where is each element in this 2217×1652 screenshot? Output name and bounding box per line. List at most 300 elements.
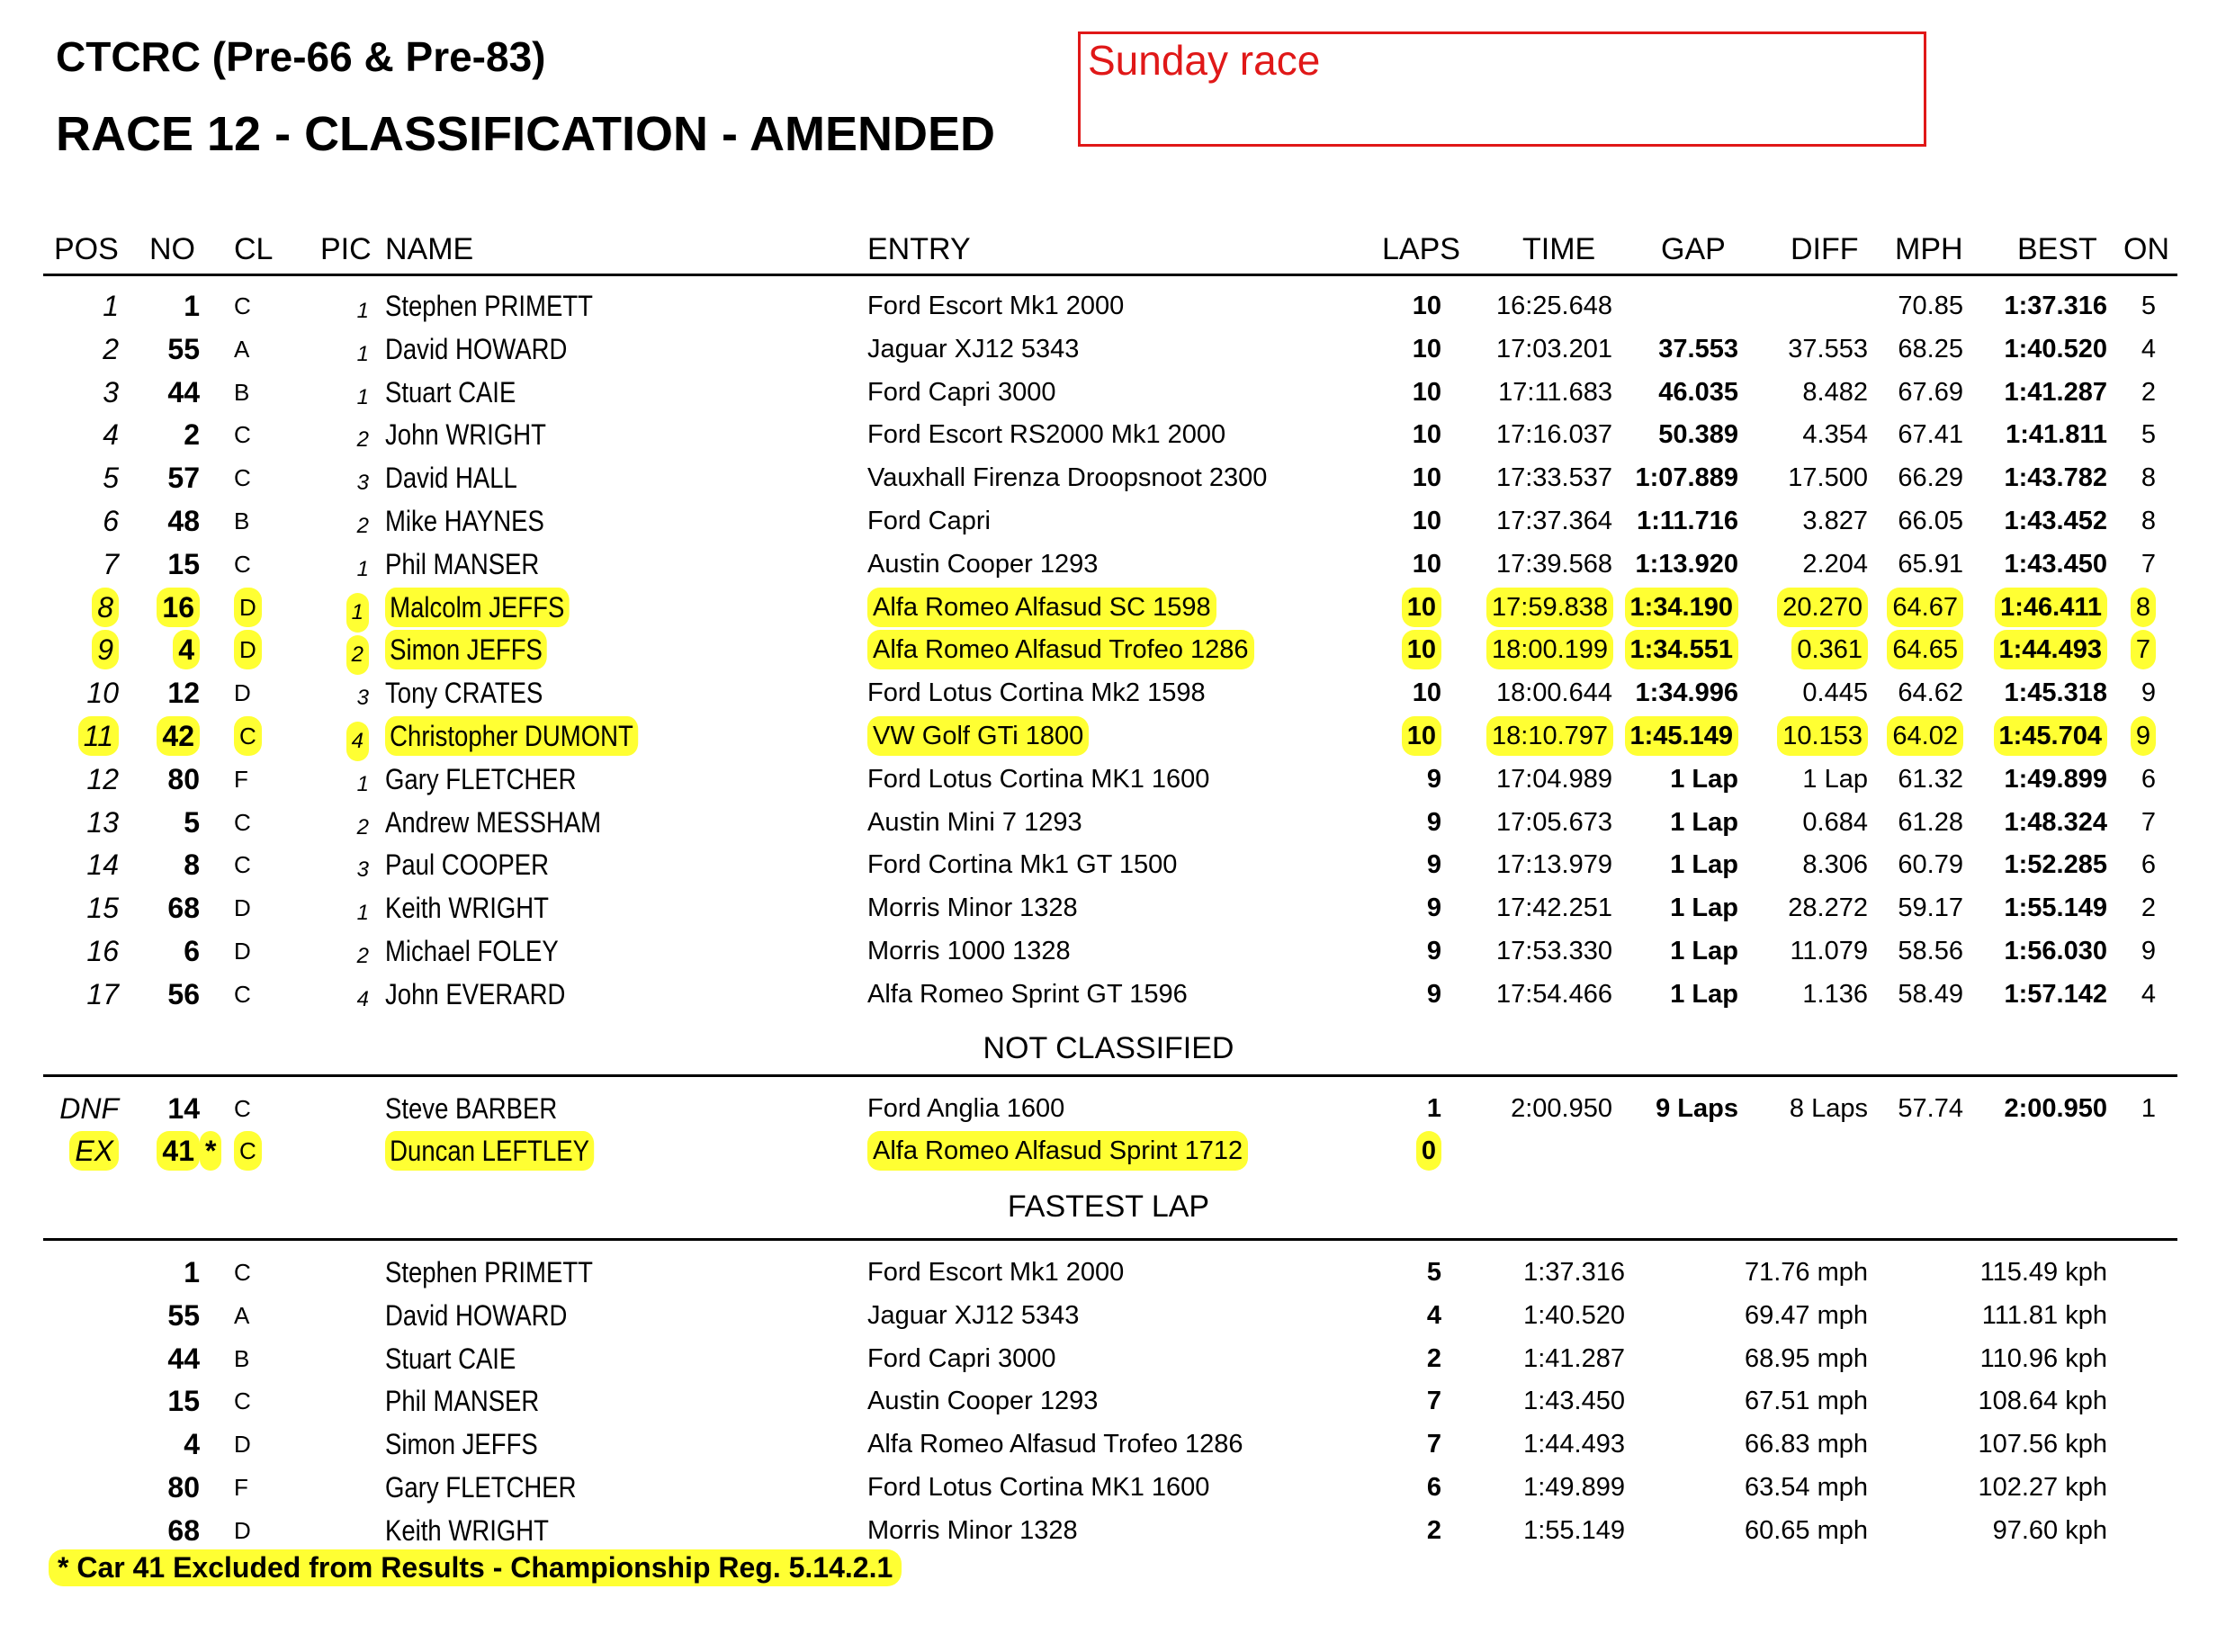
result-pic-cell <box>338 593 369 633</box>
fastest-lap-time-cell <box>1486 1424 1625 1464</box>
fastest-lap-lap: 2 <box>1426 1343 1441 1373</box>
fastest-lap-time: 1:55.149 <box>1523 1515 1625 1545</box>
result-gap: 1 Lap <box>1670 937 1738 965</box>
result-name: John WRIGHT <box>385 418 546 452</box>
result-time: 18:00.199 <box>1486 630 1613 669</box>
result-best: 1:41.287 <box>2004 377 2107 407</box>
fastest-lap-kph: 102.27 kph <box>1978 1473 2107 1502</box>
fastest-lap-lap: 6 <box>1426 1473 1441 1502</box>
result-name: Mike HAYNES <box>385 505 544 537</box>
result-best-cell <box>1963 931 2107 971</box>
result-no: 80 <box>167 762 200 795</box>
fastest-lap-kph: 111.81 kph <box>1981 1300 2107 1330</box>
result-pos-cell <box>41 458 119 498</box>
fastest-lap-entry-cell <box>867 1252 1124 1292</box>
result-cl-cell <box>234 759 266 799</box>
result-no-cell <box>142 845 200 884</box>
result-cl: D <box>234 630 262 669</box>
fastest-lap-lap-cell <box>1382 1511 1441 1550</box>
fastest-lap-mph-cell <box>1683 1339 1868 1378</box>
result-mph: 61.32 <box>1898 764 1963 794</box>
result-pos: 4 <box>103 418 119 452</box>
result-row <box>0 716 2217 759</box>
fastest-lap-row <box>0 1252 2217 1296</box>
result-diff-cell <box>1738 588 1868 627</box>
result-no-cell <box>142 888 200 928</box>
not-classified-rule <box>43 1074 2177 1077</box>
fastest-lap-name-cell <box>385 1381 539 1421</box>
result-diff-cell <box>1738 759 1868 799</box>
result-on-cell <box>2114 888 2156 928</box>
result-time: 18:10.797 <box>1486 716 1613 756</box>
result-cl: C <box>234 716 262 756</box>
result-pic-cell <box>338 507 369 546</box>
not-classified-pos-cell <box>41 1131 119 1171</box>
col-header-no: NO <box>149 232 195 266</box>
result-cl: B <box>234 507 250 534</box>
result-name: Simon JEFFS <box>385 630 547 669</box>
result-entry-cell <box>867 759 1209 799</box>
fastest-lap-mph: 69.47 mph <box>1744 1300 1868 1330</box>
result-laps: 10 <box>1402 588 1441 627</box>
result-best-cell <box>1963 501 2107 541</box>
result-gap-cell <box>1612 544 1738 584</box>
result-gap-cell <box>1612 931 1738 971</box>
result-mph-cell <box>1868 803 1963 842</box>
result-diff: 1.136 <box>1802 979 1868 1009</box>
fastest-lap-no: 68 <box>167 1513 200 1547</box>
fastest-lap-kph: 110.96 kph <box>1979 1343 2107 1373</box>
result-diff-cell <box>1738 630 1868 669</box>
result-pic: 1 <box>356 556 369 581</box>
result-mph-cell <box>1868 588 1963 627</box>
result-cl-cell <box>234 588 266 627</box>
result-mph: 65.91 <box>1898 549 1963 579</box>
result-time: 17:16.037 <box>1495 420 1612 450</box>
result-entry: Ford Capri <box>867 507 991 535</box>
result-diff: 4.354 <box>1802 420 1868 450</box>
result-gap: 1:07.889 <box>1635 463 1738 493</box>
fastest-lap-kph-cell <box>1927 1252 2107 1292</box>
result-entry: Ford Escort Mk1 2000 <box>867 292 1125 320</box>
result-time: 17:59.838 <box>1486 588 1613 627</box>
result-name: Malcolm JEFFS <box>385 588 570 627</box>
result-time-cell <box>1486 931 1612 971</box>
result-laps: 10 <box>1412 334 1441 364</box>
result-gap: 37.553 <box>1658 334 1738 364</box>
result-mph: 59.17 <box>1898 893 1963 923</box>
result-diff: 0.684 <box>1802 807 1868 837</box>
result-diff-cell <box>1738 673 1868 713</box>
result-best: 1:43.452 <box>2004 507 2107 535</box>
not-classified-no-cell <box>142 1089 200 1128</box>
fastest-lap-row <box>0 1511 2217 1554</box>
fastest-lap-no-cell <box>142 1424 200 1464</box>
result-name: Keith WRIGHT <box>385 892 549 925</box>
result-laps-cell <box>1382 931 1441 971</box>
result-pos: 16 <box>86 935 119 967</box>
fastest-lap-name: Stuart CAIE <box>385 1342 516 1375</box>
result-pos-cell <box>41 845 119 884</box>
result-time-cell <box>1486 716 1612 756</box>
result-gap-cell <box>1612 673 1738 713</box>
not-classified-cl: C <box>234 1131 262 1171</box>
result-no-cell <box>142 329 200 369</box>
result-pic: 3 <box>356 471 369 496</box>
result-on-cell <box>2114 716 2156 756</box>
result-diff: 0.361 <box>1791 630 1868 669</box>
result-entry: Ford Cortina Mk1 GT 1500 <box>867 850 1178 880</box>
result-mph-cell <box>1868 888 1963 928</box>
result-diff-cell <box>1738 716 1868 756</box>
result-name-cell <box>385 458 517 498</box>
result-laps: 10 <box>1412 678 1441 708</box>
fastest-lap-cl-cell <box>234 1511 266 1550</box>
fastest-lap-cl-cell <box>234 1468 266 1507</box>
result-cl-cell <box>234 630 266 669</box>
fastest-lap-lap-cell <box>1382 1381 1441 1421</box>
result-name: David HALL <box>385 462 517 495</box>
result-diff: 28.272 <box>1788 893 1868 923</box>
fastest-lap-entry: Alfa Romeo Alfasud Trofeo 1286 <box>867 1430 1243 1459</box>
fastest-lap-cl-cell <box>234 1424 266 1464</box>
not-classified-name: Duncan LEFTLEY <box>385 1131 594 1171</box>
not-classified-pos-cell <box>41 1089 119 1128</box>
result-entry-cell <box>867 458 1267 498</box>
fastest-lap-entry-cell <box>867 1424 1243 1464</box>
result-entry-cell <box>867 803 1082 842</box>
result-row <box>0 845 2217 888</box>
fastest-lap-row <box>0 1296 2217 1339</box>
result-no: 56 <box>167 977 200 1010</box>
result-pos: 13 <box>86 805 119 839</box>
fastest-lap-no-cell <box>142 1381 200 1421</box>
result-mph-cell <box>1868 373 1963 412</box>
result-on: 2 <box>2141 893 2156 923</box>
fastest-lap-kph: 108.64 kph <box>1978 1387 2107 1416</box>
result-time-cell <box>1486 373 1612 412</box>
fastest-lap-mph: 68.95 mph <box>1744 1343 1868 1373</box>
result-mph-cell <box>1868 673 1963 713</box>
fastest-lap-cl: D <box>234 1431 251 1459</box>
result-pos: 7 <box>103 547 119 580</box>
result-name: Gary FLETCHER <box>385 762 577 795</box>
result-name: Michael FOLEY <box>385 935 559 967</box>
result-diff: 0.445 <box>1802 678 1868 708</box>
result-gap-cell <box>1612 630 1738 669</box>
not-classified-star-cell <box>200 1131 223 1171</box>
result-gap-cell <box>1612 888 1738 928</box>
col-header-mph: MPH <box>1895 232 1963 266</box>
fastest-lap-no-cell <box>142 1296 200 1335</box>
result-pos: 1 <box>103 290 119 322</box>
not-classified-star: * <box>200 1131 221 1171</box>
result-name: Stuart CAIE <box>385 375 516 409</box>
fastest-lap-time: 1:49.899 <box>1523 1473 1625 1502</box>
result-cl-cell <box>234 931 266 971</box>
result-pos-cell <box>41 673 119 713</box>
result-on-cell <box>2114 458 2156 498</box>
fastest-lap-kph-cell <box>1927 1468 2107 1507</box>
result-pic: 1 <box>356 901 369 926</box>
result-pic-cell <box>338 635 369 675</box>
result-name-cell <box>385 373 516 412</box>
result-best-cell <box>1963 415 2107 454</box>
result-no: 4 <box>173 630 200 669</box>
result-no: 12 <box>167 677 200 710</box>
result-pos-cell <box>41 286 119 326</box>
result-name-cell <box>385 286 593 326</box>
result-cl: C <box>234 980 251 1008</box>
result-laps-cell <box>1382 974 1441 1014</box>
result-time: 16:25.648 <box>1495 292 1612 320</box>
result-diff: 10.153 <box>1777 716 1868 756</box>
result-pic: 1 <box>356 384 369 409</box>
fastest-lap-mph-cell <box>1683 1381 1868 1421</box>
result-on: 8 <box>2141 507 2156 535</box>
fastest-lap-kph-cell <box>1927 1511 2107 1550</box>
result-best: 1:45.704 <box>1994 716 2108 756</box>
fastest-lap-time: 1:40.520 <box>1523 1300 1625 1330</box>
fastest-lap-time: 1:37.316 <box>1523 1258 1625 1287</box>
result-on-cell <box>2114 845 2156 884</box>
result-row <box>0 415 2217 458</box>
result-no: 48 <box>167 505 200 537</box>
result-mph-cell <box>1868 286 1963 326</box>
result-pos: 6 <box>103 505 119 537</box>
result-name-cell <box>385 544 539 584</box>
result-laps-cell <box>1382 458 1441 498</box>
result-pos-cell <box>41 630 119 669</box>
result-laps-cell <box>1382 759 1441 799</box>
result-pic: 2 <box>356 944 369 968</box>
fastest-lap-lap-cell <box>1382 1424 1441 1464</box>
result-name-cell <box>385 329 567 369</box>
result-pos: 8 <box>92 588 119 627</box>
result-row <box>0 931 2217 974</box>
fastest-lap-name-cell <box>385 1468 577 1507</box>
result-cl-cell <box>234 673 266 713</box>
result-cl: C <box>234 808 251 836</box>
result-mph-cell <box>1868 458 1963 498</box>
result-pic: 4 <box>356 986 369 1011</box>
result-gap-cell <box>1612 501 1738 541</box>
result-cl: C <box>234 550 251 578</box>
result-cl-cell <box>234 415 266 454</box>
result-row <box>0 974 2217 1018</box>
not-classified-gap-cell <box>1612 1089 1738 1128</box>
fastest-lap-cl: F <box>234 1474 248 1501</box>
result-best: 1:43.782 <box>2004 463 2107 493</box>
result-pos: 10 <box>86 677 119 710</box>
result-entry-cell <box>867 716 1089 756</box>
result-pic-cell <box>338 420 369 460</box>
result-pic-cell <box>338 378 369 417</box>
result-pos-cell <box>41 544 119 584</box>
result-cl-cell <box>234 329 266 369</box>
fastest-lap-no: 4 <box>184 1428 200 1461</box>
result-time: 17:42.251 <box>1495 893 1612 923</box>
result-mph: 60.79 <box>1898 850 1963 880</box>
result-row <box>0 759 2217 803</box>
fastest-lap-name: Keith WRIGHT <box>385 1513 549 1547</box>
not-classified-laps: 0 <box>1416 1131 1441 1171</box>
fastest-lap-mph-cell <box>1683 1252 1868 1292</box>
fastest-lap-no-cell <box>142 1468 200 1507</box>
result-mph: 67.69 <box>1898 377 1963 407</box>
result-cl: F <box>234 765 248 793</box>
fastest-lap-mph: 71.76 mph <box>1744 1258 1868 1287</box>
result-time-cell <box>1486 286 1612 326</box>
result-best: 1:44.493 <box>1994 630 2108 669</box>
result-mph-cell <box>1868 716 1963 756</box>
result-time: 17:53.330 <box>1495 937 1612 965</box>
not-classified-best-cell <box>1963 1089 2107 1128</box>
result-cl-cell <box>234 716 266 756</box>
result-pos: 12 <box>86 762 119 795</box>
result-best: 1:52.285 <box>2004 850 2107 880</box>
result-row <box>0 373 2217 416</box>
fastest-lap-rule <box>43 1238 2177 1241</box>
result-on: 4 <box>2141 334 2156 364</box>
result-laps-cell <box>1382 630 1441 669</box>
col-header-diff: DIFF <box>1791 232 1859 266</box>
not-classified-heading: NOT CLASSIFIED <box>983 1031 1234 1065</box>
result-time: 17:03.201 <box>1495 334 1612 364</box>
result-cl: C <box>234 464 251 492</box>
result-mph-cell <box>1868 630 1963 669</box>
result-pos-cell <box>41 329 119 369</box>
not-classified-cl-cell <box>234 1089 266 1128</box>
result-entry-cell <box>867 974 1188 1014</box>
result-best-cell <box>1963 803 2107 842</box>
result-time-cell <box>1486 673 1612 713</box>
result-no-cell <box>142 759 200 799</box>
result-best-cell <box>1963 716 2107 756</box>
result-gap-cell <box>1612 458 1738 498</box>
not-classified-mph-cell <box>1868 1089 1963 1128</box>
result-on: 7 <box>2141 549 2156 579</box>
fastest-lap-entry-cell <box>867 1468 1209 1507</box>
result-time: 17:37.364 <box>1495 507 1612 535</box>
result-no-cell <box>142 588 200 627</box>
result-on-cell <box>2114 588 2156 627</box>
fastest-lap-time: 1:41.287 <box>1523 1343 1625 1373</box>
fastest-lap-kph-cell <box>1927 1381 2107 1421</box>
fastest-lap-entry: Morris Minor 1328 <box>867 1515 1078 1545</box>
result-pic: 3 <box>356 686 369 711</box>
fastest-lap-kph-cell <box>1927 1339 2107 1378</box>
result-diff: 20.270 <box>1777 588 1868 627</box>
fastest-lap-time-cell <box>1486 1381 1625 1421</box>
fastest-lap-no: 15 <box>167 1385 200 1418</box>
result-best: 1:45.318 <box>2004 678 2107 708</box>
result-pos: 17 <box>86 977 119 1010</box>
result-pos-cell <box>41 931 119 971</box>
result-time-cell <box>1486 974 1612 1014</box>
result-pic: 4 <box>346 722 369 761</box>
fastest-lap-mph: 67.51 mph <box>1744 1387 1868 1416</box>
result-best: 1:41.811 <box>2006 420 2107 450</box>
result-gap: 1 Lap <box>1670 979 1738 1009</box>
result-entry-cell <box>867 588 1216 627</box>
result-laps-cell <box>1382 845 1441 884</box>
result-cl-cell <box>234 974 266 1014</box>
result-laps: 9 <box>1426 893 1441 923</box>
result-gap-cell <box>1612 415 1738 454</box>
result-name: David HOWARD <box>385 332 568 365</box>
result-no: 8 <box>184 848 200 882</box>
result-best: 1:49.899 <box>2004 764 2107 794</box>
result-best-cell <box>1963 329 2107 369</box>
fastest-lap-kph-cell <box>1927 1424 2107 1464</box>
result-name-cell <box>385 845 549 884</box>
note-box <box>1078 31 1926 147</box>
result-no: 5 <box>184 805 200 839</box>
result-time-cell <box>1486 458 1612 498</box>
result-diff-cell <box>1738 373 1868 412</box>
result-diff: 8.482 <box>1802 377 1868 407</box>
fastest-lap-cl: B <box>234 1344 250 1372</box>
result-time-cell <box>1486 501 1612 541</box>
result-entry: Jaguar XJ12 5343 <box>867 334 1080 364</box>
result-no: 1 <box>184 290 200 322</box>
result-cl-cell <box>234 803 266 842</box>
result-laps-cell <box>1382 501 1441 541</box>
result-laps-cell <box>1382 673 1441 713</box>
fastest-lap-lap-cell <box>1382 1296 1441 1335</box>
result-pos-cell <box>41 501 119 541</box>
fastest-lap-time-cell <box>1486 1252 1625 1292</box>
fastest-lap-cl-cell <box>234 1339 266 1378</box>
fastest-lap-no: 44 <box>167 1342 200 1375</box>
result-mph-cell <box>1868 415 1963 454</box>
fastest-lap-cl: C <box>234 1387 251 1415</box>
fastest-lap-no-cell <box>142 1252 200 1292</box>
result-laps: 10 <box>1412 463 1441 493</box>
result-row <box>0 630 2217 673</box>
fastest-lap-mph: 60.65 mph <box>1744 1515 1868 1545</box>
fastest-lap-lap-cell <box>1382 1468 1441 1507</box>
fastest-lap-name: David HOWARD <box>385 1298 568 1332</box>
result-gap: 1 Lap <box>1670 893 1738 923</box>
result-best-cell <box>1963 888 2107 928</box>
fastest-lap-time-cell <box>1486 1468 1625 1507</box>
result-pic-cell <box>338 765 369 804</box>
result-gap: 1 Lap <box>1670 807 1738 837</box>
result-pic-cell <box>338 335 369 374</box>
result-pos: 15 <box>86 892 119 925</box>
result-time-cell <box>1486 803 1612 842</box>
fastest-lap-cl-cell <box>234 1381 266 1421</box>
result-best-cell <box>1963 373 2107 412</box>
result-pic: 1 <box>346 593 369 633</box>
result-mph-cell <box>1868 759 1963 799</box>
result-on-cell <box>2114 286 2156 326</box>
result-row <box>0 501 2217 544</box>
result-name-cell <box>385 888 549 928</box>
result-no: 42 <box>157 716 200 756</box>
result-row <box>0 803 2217 846</box>
result-no: 6 <box>184 935 200 967</box>
result-name: John EVERARD <box>385 977 566 1010</box>
result-no-cell <box>142 501 200 541</box>
result-diff-cell <box>1738 415 1868 454</box>
result-gap: 50.389 <box>1658 420 1738 450</box>
result-gap-cell <box>1612 716 1738 756</box>
col-header-gap: GAP <box>1661 232 1726 266</box>
result-best: 1:46.411 <box>1995 588 2107 627</box>
